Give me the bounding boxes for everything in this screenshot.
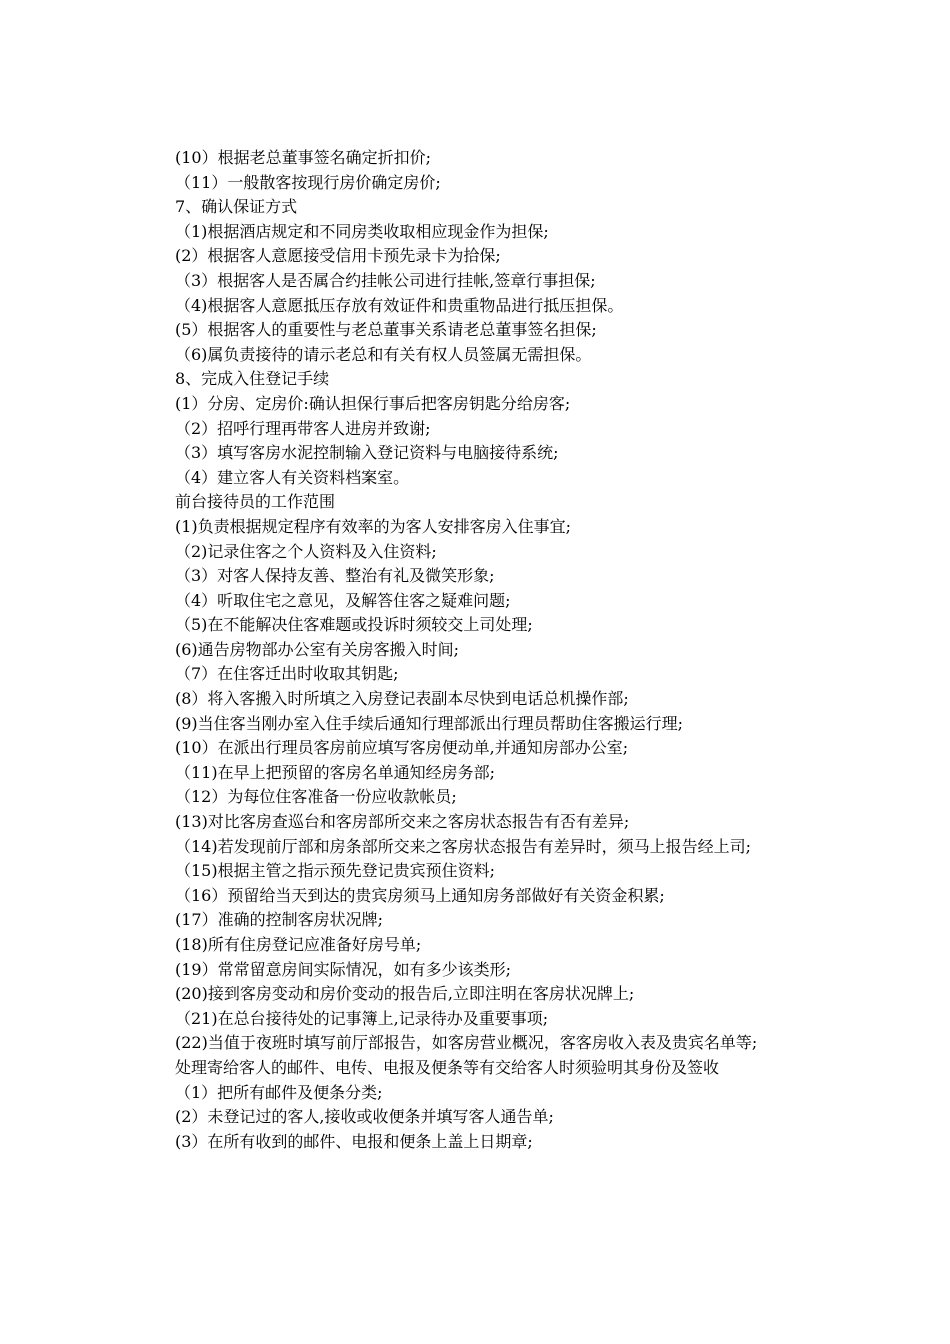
text-line: （4)根据客人意愿抵压存放有效证件和贵重物品进行抵压担保。 — [175, 295, 624, 315]
text-line: （3）根据客人是否属合约挂帐公司进行挂帐,签章行事担保; — [175, 270, 596, 290]
text-line: (10）在派出行理员客房前应填写客房便动单,并通知房部办公室; — [175, 738, 629, 758]
text-line: (8）将入客搬入时所填之入房登记表副本尽快到电话总机操作部; — [175, 689, 629, 709]
text-line: （4）听取住宅之意见，及解答住客之疑难问题; — [175, 590, 511, 610]
text-line: （7）在住客迁出时收取其钥匙; — [175, 664, 399, 684]
section-heading: 8、完成入住登记手续 — [175, 369, 330, 389]
text-paragraph: (22)当值于夜班时填写前厅部报告，如客房营业概况，客客房收入表及贵宾名单等; — [175, 1033, 758, 1053]
document-body — [138, 146, 843, 1154]
text-line: （12）为每位住客准备一份应收款帐员; — [175, 787, 457, 807]
text-line: （2）招呼行理再带客人进房并致谢; — [175, 418, 431, 438]
text-line: (6)通告房物部办公室有关房客搬入时间; — [175, 639, 460, 659]
text-line: (20)接到客房变动和房价变动的报告后,立即注明在客房状况牌上; — [175, 984, 635, 1004]
text-line: (10）根据老总董事签名确定折扣价; — [175, 148, 431, 167]
text-line: (18)所有住房登记应准备好房号单; — [175, 935, 422, 954]
text-line: （1）把所有邮件及便条分类; — [175, 1082, 383, 1102]
text-line: （15)根据主管之指示预先登记贵宾预住资料; — [175, 861, 495, 881]
text-line: （3）对客人保持友善、整治有礼及微笑形象; — [175, 566, 495, 586]
text-line: （6)属负责接待的请示老总和有关有权人员签属无需担保。 — [175, 344, 592, 364]
text-line: (17）准确的控制客房状况牌; — [175, 910, 383, 930]
section-heading: 7、确认保证方式 — [175, 197, 298, 217]
text-line: （11)在早上把预留的客房名单通知经房务部; — [175, 762, 495, 782]
text-line: （11）一般散客按现行房价确定房价; — [175, 172, 441, 192]
text-line: (5）根据客人的重要性与老总董事关系请老总董事签名担保; — [175, 320, 597, 340]
text-line: (1)负责根据规定程序有效率的为客人安排客房入住事宜; — [175, 516, 572, 536]
text-line: （21)在总台接待处的记事簿上,记录待办及重要事项; — [175, 1008, 549, 1028]
text-line: (3）在所有收到的邮件、电报和便条上盖上日期章; — [175, 1131, 533, 1151]
text-line: (9)当住客当刚办室入住手续后通知行理部派出行理员帮助住客搬运行理; — [175, 713, 684, 733]
text-line: （5)在不能解决住客难题或投诉时须较交上司处理; — [175, 615, 533, 635]
section-heading: 前台接待员的工作范围 — [175, 492, 336, 512]
text-line: （16）预留给当天到达的贵宾房须马上通知房务部做好有关资金积累; — [175, 885, 665, 905]
text-paragraph: （14)若发现前厅部和房条部所交来之客房状态报告有差异时，须马上报告经上司; — [175, 836, 751, 856]
text-line: (2）未登记过的客人,接收或收便条并填写客人通告单; — [175, 1107, 554, 1127]
text-line: (13)对比客房查巡台和客房部所交来之客房状态报告有否有差异; — [175, 812, 630, 832]
text-line: （3）填写客房水泥控制输入登记资料与电脑接待系统; — [175, 443, 559, 463]
text-line: (19）常常留意房间实际情况，如有多少该类形; — [175, 959, 511, 979]
text-line: （2)记录住客之个人资料及入住资料; — [175, 541, 437, 561]
text-line: （1)根据酒店规定和不同房类收取相应现金作为担保; — [175, 221, 549, 241]
text-line: （4）建立客人有关资料档案室。 — [175, 467, 410, 487]
text-line: (2）根据客人意愿接受信用卡预先录卡为拾保; — [175, 246, 501, 266]
text-line: (1）分房、定房价:确认担保行事后把客房钥匙分给房客; — [175, 393, 571, 413]
section-heading: 处理寄给客人的邮件、电传、电报及便条等有交给客人时须验明其身份及签收 — [175, 1057, 720, 1077]
